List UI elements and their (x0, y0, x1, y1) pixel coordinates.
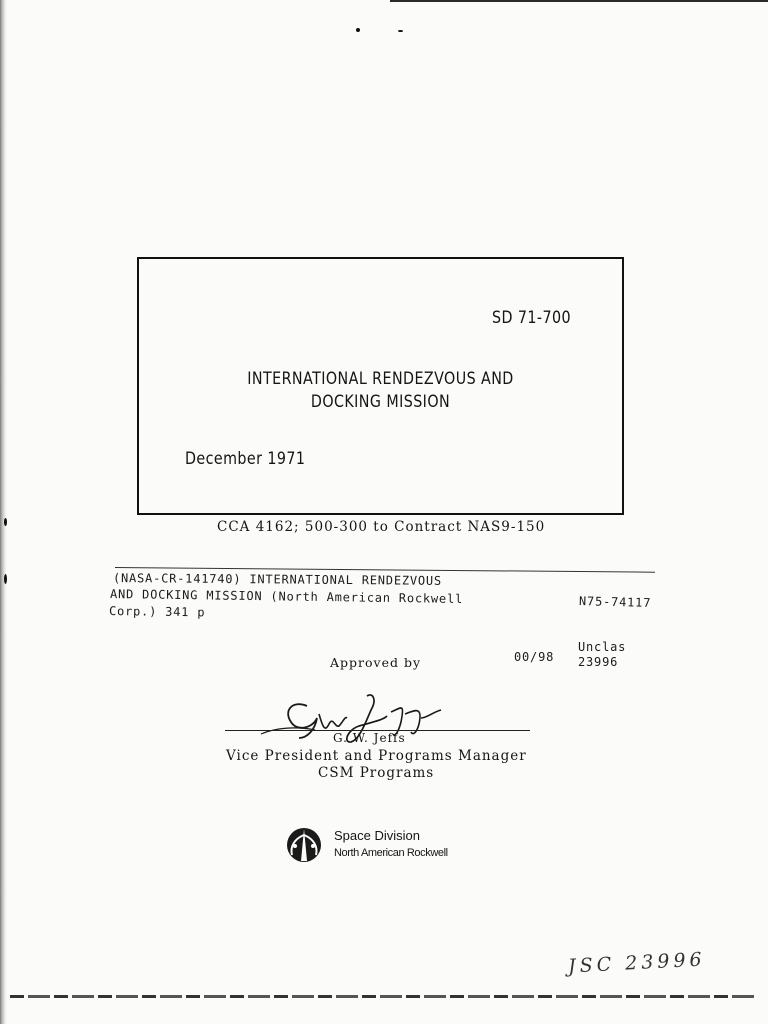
accession-number: N75-74117 (578, 594, 652, 610)
scan-bottom-rule (10, 995, 758, 998)
cover-title-box (137, 257, 624, 515)
citation-line-1: (NASA-CR-141740) INTERNATIONAL RENDEZVOUS (112, 571, 443, 588)
approved-by-label: Approved by (330, 655, 422, 670)
citation-line-2: AND DOCKING MISSION (North American Rockwell (109, 587, 464, 606)
citation-number: 23996 (578, 655, 619, 669)
signer-name: G. W. Jeffs (333, 731, 406, 745)
rockwell-logo-icon (280, 825, 328, 865)
logo-division: Space Division (334, 828, 420, 843)
contract-line: CCA 4162; 500-300 to Contract NAS9-150 (217, 519, 546, 535)
logo-company: North American Rockwell (334, 847, 448, 859)
document-title-line-1: INTERNATIONAL RENDEZVOUS AND (247, 369, 514, 389)
citation-line-3: Corp.) 341 p (108, 604, 206, 620)
document-date: December 1971 (185, 449, 306, 469)
unclas-label: Unclas (578, 640, 627, 654)
signer-program: CSM Programs (318, 765, 435, 781)
scan-speck (356, 28, 360, 32)
document-number: SD 71-700 (492, 308, 571, 328)
scan-speck (4, 574, 7, 584)
handwritten-note: JSC 23996 (567, 948, 707, 978)
scan-top-edge (390, 0, 768, 2)
document-title (139, 368, 622, 414)
scan-speck (398, 30, 403, 32)
document-title-line-2: DOCKING MISSION (310, 392, 451, 412)
scan-speck (4, 518, 7, 526)
category-code: 00/98 (514, 650, 555, 664)
scan-left-edge (0, 0, 7, 1024)
signer-title: Vice President and Programs Manager (226, 748, 527, 764)
